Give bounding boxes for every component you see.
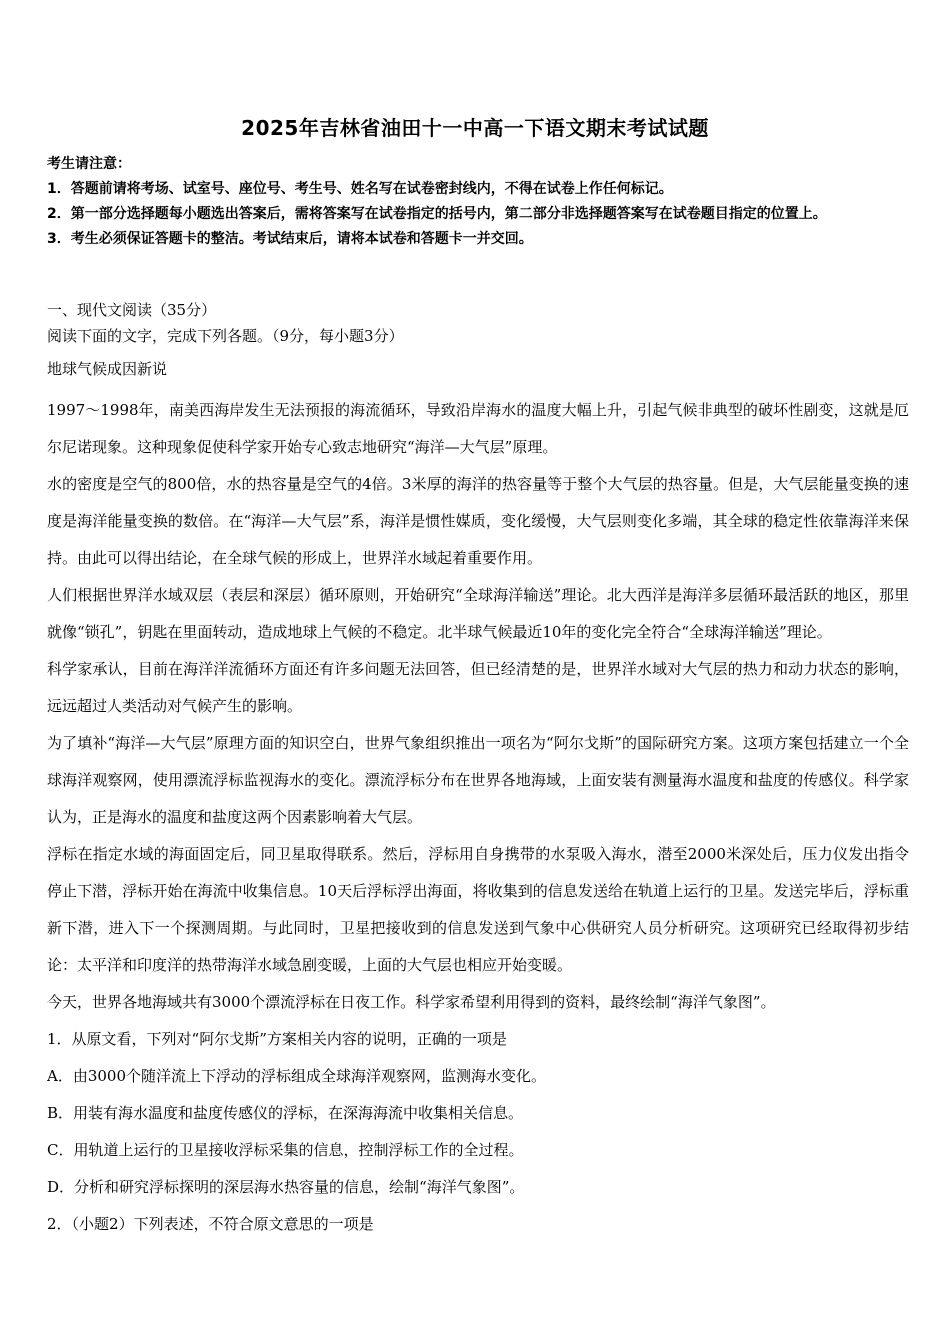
section-instruction: 阅读下面的文字，完成下列各题。（9分，每小题3分） [47,327,404,345]
article-paragraph: 1997～1998年，南美西海岸发生无法预报的海流循环，导致沿岸海水的温度大幅上升，引起气候非典型的破坏性剧变，这就是厄尔尼诺现象。这种现象促使科学家开始专心致志地研究“海洋—大气层”原理。 [47,401,909,456]
section-heading: 一、现代文阅读（35分） [47,301,217,319]
question-option: D．分析和研究浮标探明的深层海水热容量的信息，绘制“海洋气象图”。 [47,1178,525,1196]
article-title: 地球气候成因新说 [47,360,168,378]
question-list [47,1021,909,1243]
article-paragraph: 科学家承认，目前在海洋洋流循环方面还有许多问题无法回答，但已经清楚的是，世界洋水域对大气层的热力和动力状态的影响，远远超过人类活动对气候产生的影响。 [47,660,909,715]
notice-item: 1．答题前请将考场、试室号、座位号、考生号、姓名写在试卷密封线内，不得在试卷上作任何标记。 [47,181,673,197]
article-paragraph: 为了填补“海洋—大气层”原理方面的知识空白，世界气象组织推出一项名为“阿尔戈斯”的国际研究方案。这项方案包括建立一个全球海洋观察网，使用漂流浮标监视海水的变化。漂流浮标分布在世界各地海域，上面安装有测量海水温度和盐度的传感仪。科学家认为，正是海水的温度和盐度这两个因素影响着大气层。 [47,734,909,826]
question-option: B．用装有海水温度和盐度传感仪的浮标，在深海海流中收集相关信息。 [47,1104,524,1122]
notice-heading: 考生请注意： [47,156,131,172]
page-title: 2025年吉林省油田十一中高一下语文期末考试试题 [241,116,709,140]
notice-item: 3．考生必须保证答题卡的整洁。考试结束后，请将本试卷和答题卡一并交回。 [47,231,533,247]
reading-section [47,326,909,1243]
article-paragraph: 水的密度是空气的800倍，水的热容量是空气的4倍。3米厚的海洋的热容量等于整个大气层的热容量。但是，大气层能量变换的速度是海洋能量变换的数倍。在“海洋—大气层”系，海洋是惯性媒质，变化缓慢，大气层则变化多端，其全球的稳定性依靠海洋来保持。由此可以得出结论，在全球气候的形成上，世界洋水域起着重要作用。 [47,475,909,567]
notice-block [47,152,907,252]
question-stem: 2．（小题2）下列表述，不符合原文意思的一项是 [47,1215,374,1233]
article-paragraph: 人们根据世界洋水域双层（表层和深层）循环原则，开始研究“全球海洋输送”理论。北大西洋是海洋多层循环最活跃的地区，那里就像“锁孔”，钥匙在里面转动，造成地球上气候的不稳定。北半球气候最近10年的变化完全符合“全球海洋输送”理论。 [47,586,909,641]
question-option: C．用轨道上运行的卫星接收浮标采集的信息，控制浮标工作的全过程。 [47,1141,524,1159]
question-stem: 1．从原文看，下列对“阿尔戈斯”方案相关内容的说明，正确的一项是 [47,1030,507,1048]
question-option: A．由3000个随洋流上下浮动的浮标组成全球海洋观察网，监测海水变化。 [47,1067,547,1085]
article-paragraph: 今天，世界各地海域共有3000个漂流浮标在日夜工作。科学家希望利用得到的资料，最终绘制“海洋气象图”。 [47,993,776,1011]
notice-item: 2．第一部分选择题每小题选出答案后，需将答案写在试卷指定的括号内，第二部分非选择题答案写在试卷题目指定的位置上。 [47,206,827,222]
article-paragraph: 浮标在指定水域的海面固定后，同卫星取得联系。然后，浮标用自身携带的水泵吸入海水，潜至2000米深处后，压力仪发出指令停止下潜，浮标开始在海流中收集信息。10天后浮标浮出海面，将收集到的信息发送给在轨道上运行的卫星。发送完毕后，浮标重新下潜，进入下一个探测周期。与此同时，卫星把接收到的信息发送到气象中心供研究人员分析研究。这项研究已经取得初步结论：太平洋和印度洋的热带海洋水域急剧变暖，上面的大气层也相应开始变暖。 [47,845,909,974]
